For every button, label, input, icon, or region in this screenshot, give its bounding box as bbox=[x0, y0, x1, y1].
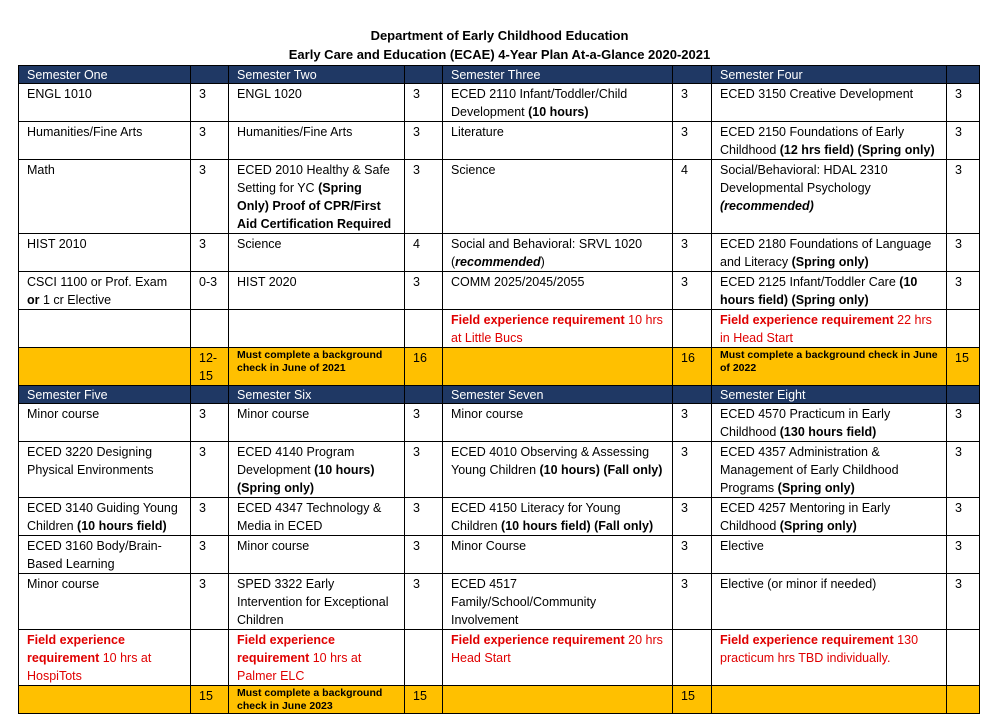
credit-hours: 3 bbox=[947, 234, 980, 272]
credit-hours: 3 bbox=[405, 574, 443, 630]
table-row bbox=[19, 404, 980, 442]
credit-hours: 3 bbox=[405, 122, 443, 160]
course-cell: ECED 2010 Healthy & Safe Setting for YC (Spring Only) Proof of CPR/First Aid Certification Required bbox=[229, 160, 405, 234]
table-row bbox=[19, 536, 980, 574]
credit-hours: 3 bbox=[673, 234, 712, 272]
course-cell: ECED 4570 Practicum in Early Childhood (130 hours field) bbox=[712, 404, 947, 442]
field-experience-cell: Field experience requirement 22 hrs in Head Start bbox=[712, 310, 947, 348]
field-experience-row bbox=[19, 630, 980, 686]
credit-hours: 3 bbox=[405, 536, 443, 574]
course-cell: ECED 2180 Foundations of Language and Literacy (Spring only) bbox=[712, 234, 947, 272]
plan-title: Early Care and Education (ECAE) 4-Year Plan At-a-Glance 2020-2021 bbox=[288, 47, 711, 62]
semester-header: Semester Six bbox=[229, 386, 405, 404]
course-cell: ENGL 1010 bbox=[19, 84, 191, 122]
total-row bbox=[19, 686, 980, 714]
course-cell: ECED 4010 Observing & Assessing Young Children (10 hours) (Fall only) bbox=[443, 442, 673, 498]
course-cell: ECED 2110 Infant/Toddler/Child Development (10 hours) bbox=[443, 84, 673, 122]
table-row bbox=[19, 234, 980, 272]
background-check-note: Must complete a background check in June of 2021 bbox=[229, 348, 405, 386]
course-cell: ECED 4347 Technology & Media in ECED bbox=[229, 498, 405, 536]
course-cell: ECED 2150 Foundations of Early Childhood (12 hrs field) (Spring only) bbox=[712, 122, 947, 160]
credit-hours: 4 bbox=[405, 234, 443, 272]
credit-hours: 3 bbox=[191, 160, 229, 234]
credit-hours: 3 bbox=[405, 160, 443, 234]
course-cell: ECED 3140 Guiding Young Children (10 hours field) bbox=[19, 498, 191, 536]
credit-hours: 3 bbox=[673, 122, 712, 160]
course-cell: ENGL 1020 bbox=[229, 84, 405, 122]
table-row bbox=[19, 272, 980, 310]
credit-hours: 3 bbox=[191, 498, 229, 536]
credit-hours: 3 bbox=[191, 122, 229, 160]
credit-hours: 3 bbox=[191, 84, 229, 122]
course-cell: Literature bbox=[443, 122, 673, 160]
course-cell: Science bbox=[443, 160, 673, 234]
credit-hours: 3 bbox=[405, 84, 443, 122]
semester-header: Semester Two bbox=[229, 66, 405, 84]
table-row bbox=[19, 160, 980, 234]
credit-hours: 3 bbox=[947, 574, 980, 630]
credit-hours: 3 bbox=[947, 272, 980, 310]
background-check-note: Must complete a background check in June 2023 bbox=[229, 686, 405, 714]
field-experience-cell: Field experience requirement 10 hrs at HospiTots bbox=[19, 630, 191, 686]
credit-hours: 3 bbox=[673, 84, 712, 122]
course-cell: ECED 4140 Program Development (10 hours) (Spring only) bbox=[229, 442, 405, 498]
credit-hours: 3 bbox=[191, 574, 229, 630]
credit-hours: 3 bbox=[947, 122, 980, 160]
semester-header: Semester One bbox=[19, 66, 191, 84]
total-hours: 15 bbox=[947, 348, 980, 386]
course-cell: Minor course bbox=[443, 404, 673, 442]
course-cell: Social and Behavioral: SRVL 1020 (recommended) bbox=[443, 234, 673, 272]
course-cell: ECED 2125 Infant/Toddler Care (10 hours field) (Spring only) bbox=[712, 272, 947, 310]
table-row bbox=[19, 498, 980, 536]
credit-hours: 3 bbox=[947, 536, 980, 574]
table-row bbox=[19, 84, 980, 122]
credit-hours: 3 bbox=[947, 442, 980, 498]
course-cell: Social/Behavioral: HDAL 2310 Developmental Psychology (recommended) bbox=[712, 160, 947, 234]
course-cell: HIST 2020 bbox=[229, 272, 405, 310]
table-row bbox=[19, 442, 980, 498]
course-cell: Minor Course bbox=[443, 536, 673, 574]
total-hours: 16 bbox=[673, 348, 712, 386]
credit-hours: 3 bbox=[673, 404, 712, 442]
credit-hours: 3 bbox=[947, 498, 980, 536]
credit-hours: 3 bbox=[405, 498, 443, 536]
credit-hours: 3 bbox=[673, 498, 712, 536]
semester-header: Semester Four bbox=[712, 66, 947, 84]
course-cell: ECED 3150 Creative Development bbox=[712, 84, 947, 122]
field-experience-cell: Field experience requirement 130 practicum hrs TBD individually. bbox=[712, 630, 947, 686]
course-cell: Elective (or minor if needed) bbox=[712, 574, 947, 630]
total-hours: 15 bbox=[405, 686, 443, 714]
course-cell: ECED 4257 Mentoring in Early Childhood (Spring only) bbox=[712, 498, 947, 536]
credit-hours: 3 bbox=[673, 272, 712, 310]
credit-hours: 3 bbox=[673, 574, 712, 630]
field-experience-cell: Field experience requirement 10 hrs at Little Bucs bbox=[443, 310, 673, 348]
course-cell: COMM 2025/2045/2055 bbox=[443, 272, 673, 310]
field-experience-cell: Field experience requirement 10 hrs at Palmer ELC bbox=[229, 630, 405, 686]
credit-hours: 3 bbox=[191, 536, 229, 574]
credit-hours: 3 bbox=[191, 404, 229, 442]
course-cell: Minor course bbox=[19, 404, 191, 442]
credit-hours: 0-3 bbox=[191, 272, 229, 310]
field-experience-row bbox=[19, 310, 980, 348]
header-row-year3-4 bbox=[19, 386, 980, 404]
credit-hours: 3 bbox=[947, 84, 980, 122]
credit-hours: 4 bbox=[673, 160, 712, 234]
course-cell: Humanities/Fine Arts bbox=[229, 122, 405, 160]
total-hours: 15 bbox=[191, 686, 229, 714]
semester-header: Semester Seven bbox=[443, 386, 673, 404]
course-cell: Math bbox=[19, 160, 191, 234]
course-cell: ECED 4150 Literacy for Young Children (10 hours field) (Fall only) bbox=[443, 498, 673, 536]
course-cell: HIST 2010 bbox=[19, 234, 191, 272]
credit-hours: 3 bbox=[191, 234, 229, 272]
course-cell: ECED 4517 Family/School/Community Involvement bbox=[443, 574, 673, 630]
background-check-note: Must complete a background check in June of 2022 bbox=[712, 348, 947, 386]
semester-header: Semester Three bbox=[443, 66, 673, 84]
course-cell: Minor course bbox=[229, 404, 405, 442]
credit-hours: 3 bbox=[947, 160, 980, 234]
course-cell: CSCI 1100 or Prof. Exam or 1 cr Elective bbox=[19, 272, 191, 310]
credit-hours: 3 bbox=[947, 404, 980, 442]
header-row-year1-2 bbox=[19, 66, 980, 84]
table-row bbox=[19, 574, 980, 630]
course-cell: Science bbox=[229, 234, 405, 272]
course-cell: SPED 3322 Early Intervention for Exceptional Children bbox=[229, 574, 405, 630]
total-hours: 15 bbox=[673, 686, 712, 714]
credit-hours: 3 bbox=[673, 442, 712, 498]
credit-hours: 3 bbox=[191, 442, 229, 498]
course-cell: ECED 3220 Designing Physical Environments bbox=[19, 442, 191, 498]
total-hours: 16 bbox=[405, 348, 443, 386]
total-hours: 12-15 bbox=[191, 348, 229, 386]
credit-hours: 3 bbox=[405, 404, 443, 442]
four-year-plan-table bbox=[18, 65, 980, 714]
semester-header: Semester Five bbox=[19, 386, 191, 404]
course-cell: Minor course bbox=[229, 536, 405, 574]
course-cell: ECED 3160 Body/Brain-Based Learning bbox=[19, 536, 191, 574]
course-cell: Humanities/Fine Arts bbox=[19, 122, 191, 160]
table-row bbox=[19, 122, 980, 160]
field-experience-cell: Field experience requirement 20 hrs Head Start bbox=[443, 630, 673, 686]
total-row bbox=[19, 348, 980, 386]
course-cell: Minor course bbox=[19, 574, 191, 630]
semester-header: Semester Eight bbox=[712, 386, 947, 404]
credit-hours: 3 bbox=[405, 272, 443, 310]
credit-hours: 3 bbox=[673, 536, 712, 574]
course-cell: ECED 4357 Administration & Management of Early Childhood Programs (Spring only) bbox=[712, 442, 947, 498]
course-cell: Elective bbox=[712, 536, 947, 574]
department-title: Department of Early Childhood Education bbox=[370, 28, 629, 43]
credit-hours: 3 bbox=[405, 442, 443, 498]
